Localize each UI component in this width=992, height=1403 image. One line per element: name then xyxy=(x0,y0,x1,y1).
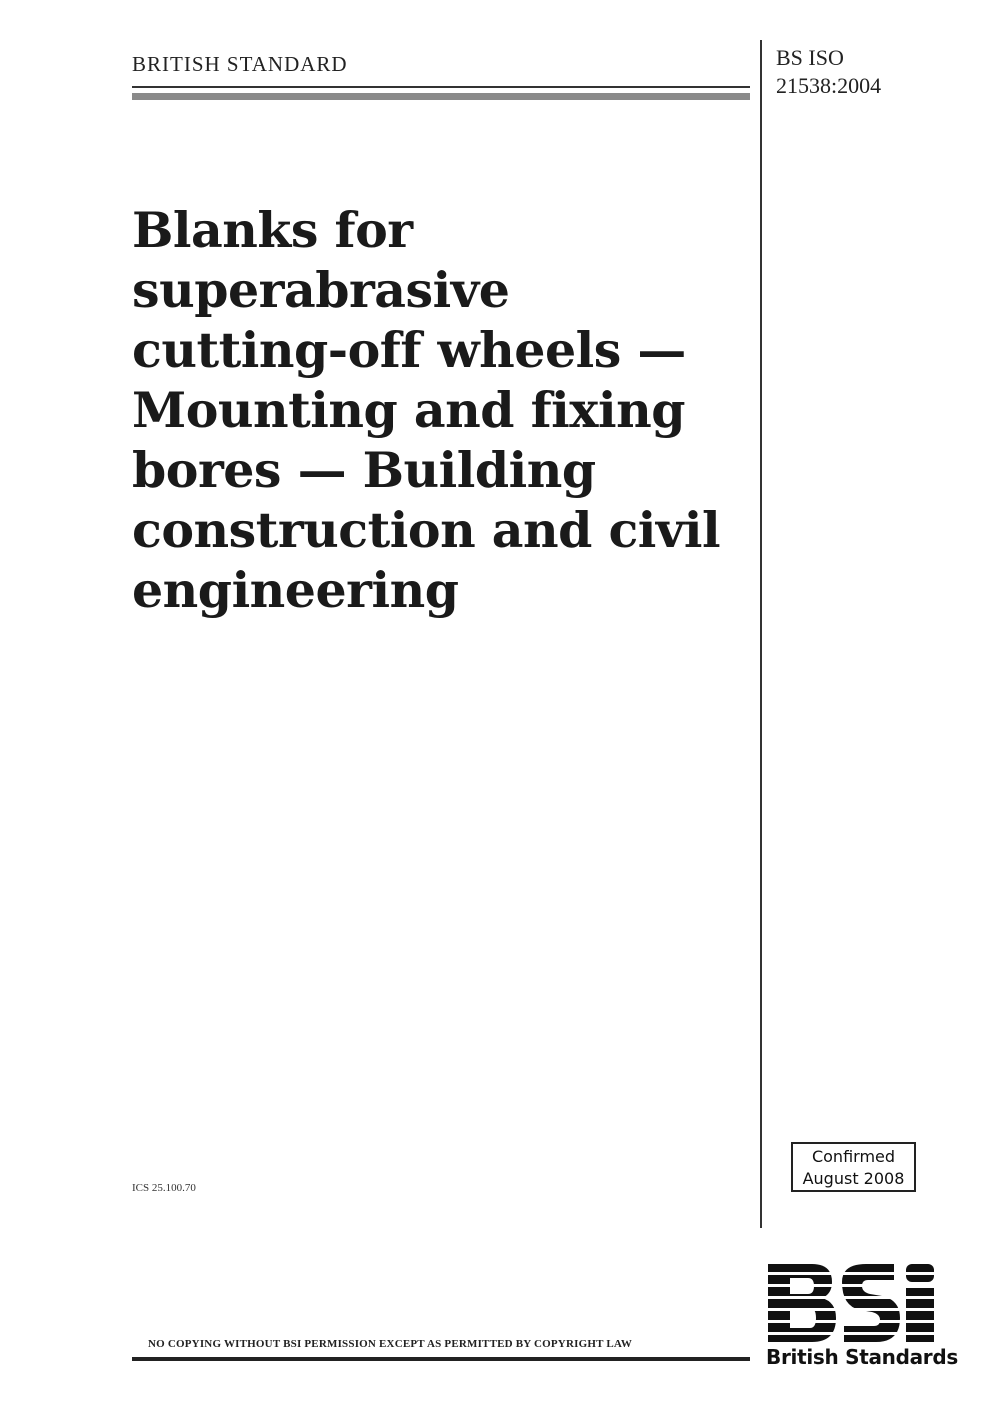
confirmed-stamp xyxy=(791,1142,916,1192)
title-line: cutting-off wheels — xyxy=(132,321,686,379)
title-line: construction and civil xyxy=(132,501,721,559)
document-title xyxy=(132,200,742,620)
copyright-notice: NO COPYING WITHOUT BSI PERMISSION EXCEPT AS PERMITTED BY COPYRIGHT LAW xyxy=(148,1338,633,1350)
standard-number xyxy=(776,44,976,100)
document-series-label: BRITISH STANDARD xyxy=(132,52,348,76)
title-line: superabrasive xyxy=(132,261,510,319)
footer-rule xyxy=(132,1357,750,1361)
standard-number-line2: 21538:2004 xyxy=(776,73,882,98)
title-line: Mounting and fixing xyxy=(132,381,685,439)
vertical-divider xyxy=(760,40,762,1228)
standard-number-line1: BS ISO xyxy=(776,45,844,70)
logo-text: British Standards xyxy=(766,1345,958,1369)
title-line: Blanks for xyxy=(132,201,413,259)
header-rule-thick xyxy=(132,93,750,100)
confirmed-label: Confirmed xyxy=(811,1147,896,1166)
confirmed-date: August 2008 xyxy=(802,1169,905,1188)
title-line: engineering xyxy=(132,561,459,619)
title-line: bores — Building xyxy=(132,441,596,499)
header-rule-thin xyxy=(132,86,750,88)
ics-code: ICS 25.100.70 xyxy=(132,1182,196,1194)
